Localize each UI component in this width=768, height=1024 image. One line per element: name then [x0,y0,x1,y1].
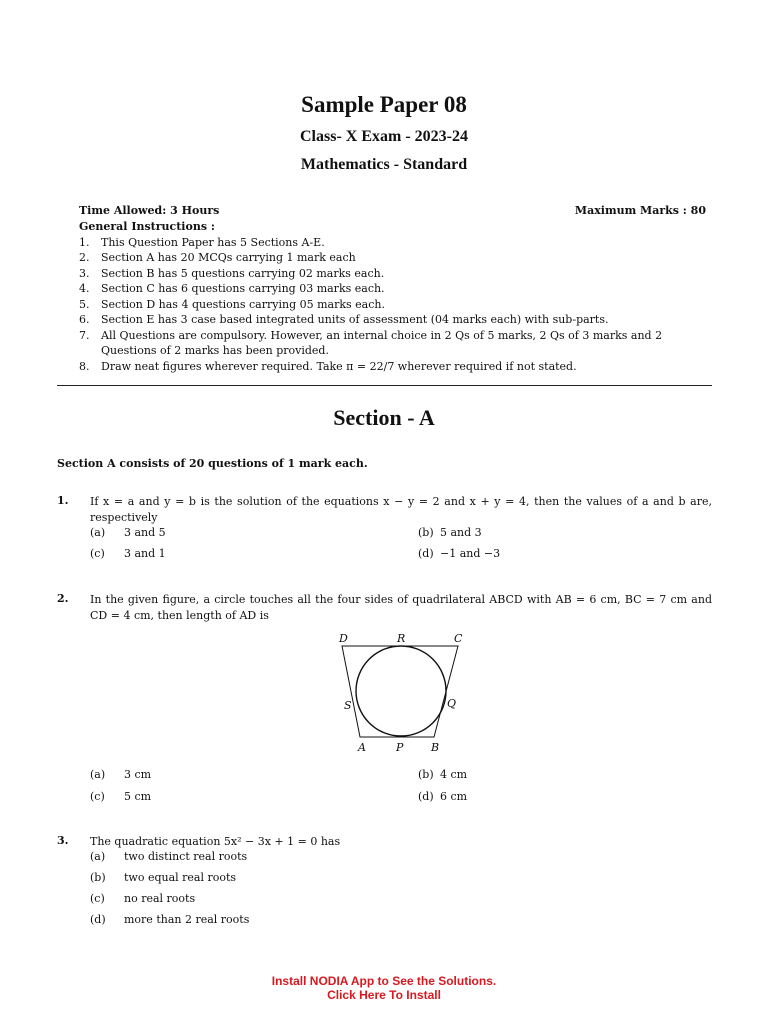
instruction-item: 5. Section D has 4 questions carrying 05 marks each. [79,297,385,311]
label-r: R [397,632,406,645]
question-number: 1. [57,494,69,507]
question-text: In the given figure, a circle touches all the four sides of quadrilateral ABCD with AB = 6 cm, BC = 7 cm and CD = 4 cm, then length of AD is [90,593,712,622]
quadrilateral-figure [333,627,463,757]
section-intro: Section A consists of 20 questions of 1 mark each. [57,457,368,470]
click-to-install-text[interactable]: Click Here To Install [327,988,441,1002]
option-c: (c) no real roots [90,892,196,905]
option-d: (d) more than 2 real roots [90,913,250,926]
option-b: (b) 5 and 3 [418,526,482,539]
option-d: (d) −1 and −3 [418,547,501,560]
label-c: C [454,632,463,645]
label-b: B [431,741,440,754]
label-q: Q [447,697,457,710]
question-text: The quadratic equation 5x² − 3x + 1 = 0 has [90,835,341,848]
incircle [356,646,446,736]
question-number: 3. [57,834,69,847]
instruction-item: 3. Section B has 5 questions carrying 02 marks each. [79,266,385,280]
option-a: (a) two distinct real roots [90,850,248,863]
paper-title: Sample Paper 08 [301,92,467,117]
instruction-item: 2. Section A has 20 MCQs carrying 1 mark each [79,251,356,264]
label-d: D [339,632,348,645]
option-a: (a) 3 and 5 [90,526,166,539]
subject-line: Mathematics - Standard [300,156,468,173]
question-text: If x = a and y = b is the solution of the equations x − y = 2 and x + y = 4, then the values of a and b are, respectively [90,495,712,524]
instruction-item: 7. All Questions are compulsory. However, an internal choice in 2 Qs of 5 marks, 2 Qs of 3 marks and 2 Questions of 2 marks has been provided. [79,328,663,357]
time-allowed: Time Allowed: 3 Hours [79,204,220,217]
general-instructions [79,219,719,374]
instruction-item: 4. Section C has 6 questions carrying 03 marks each. [79,282,385,295]
option-b: (b) two equal real roots [90,871,237,884]
install-app-link[interactable] [0,974,768,1002]
option-d: (d) 6 cm [418,790,468,803]
divider [57,385,712,386]
option-c: (c) 3 and 1 [90,547,166,560]
maximum-marks: Maximum Marks : 80 [574,204,706,217]
install-app-text[interactable]: Install NODIA App to See the Solutions. [271,974,497,988]
instruction-item: 8. Draw neat figures wherever required. Take π = 22/7 wherever required if not stated. [79,359,577,373]
quadrilateral-shape [342,646,458,737]
question-number: 2. [57,592,69,605]
label-s: S [344,699,352,712]
label-a: A [358,741,366,754]
label-p: P [396,741,404,754]
instructions-heading: General Instructions : [79,220,215,233]
instructions-list [79,235,719,375]
option-a: (a) 3 cm [90,768,152,781]
option-b: (b) 4 cm [418,768,468,781]
instruction-item: 1. This Question Paper has 5 Sections A-E. [79,235,325,249]
section-title: Section - A [333,405,435,430]
option-c: (c) 5 cm [90,790,152,803]
instruction-item: 6. Section E has 3 case based integrated units of assessment (04 marks each) with sub-parts. [79,313,609,326]
class-line: Class- X Exam - 2023-24 [300,128,468,145]
